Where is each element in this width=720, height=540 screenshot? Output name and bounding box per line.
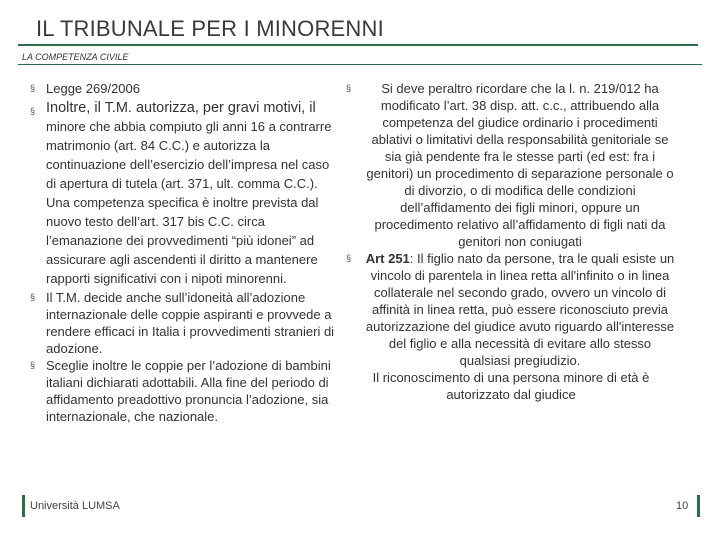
bullet-icon: §	[346, 253, 352, 263]
title-divider	[18, 44, 698, 46]
list-item-text: Il T.M. decide anche sull’idoneità all’adozione internazionale delle coppie aspiranti e provvede a rendere efficaci in Italia i provvedimenti stranieri di adozione.	[46, 290, 335, 356]
list-item-text: Legge 269/2006	[46, 81, 140, 96]
list-item	[30, 357, 335, 425]
subtitle-divider	[18, 64, 702, 65]
bullet-icon: §	[30, 360, 36, 370]
list-item-text: Si deve peraltro ricordare che la l. n. 219/012 ha modificato l’art. 38 disp. att. c.c., attribuendo alla competenza del giudice ordinario i procedimenti ablativi o limitativi della responsabilità genitoriale se sia già pendente fra le stesse parti (ed est: fra i genitori) un procedimento di separazione personale o di divorzio, o di modifica delle condizioni dell’affidamento dei figli minori, oppure un procedimento relativo all’affidamento di figli nati da genitori non coniugati	[366, 81, 674, 249]
list-item-text: minore che abbia compiuto gli anni 16 a contrarre matrimonio (art. 84 C.C.) e autorizza la continuazione dell’esercizio dell’impresa nel caso di apertura di tutela (art. 371, ult. comma C.C.). Una competenza specifica è inoltre prevista dal nuovo testo dell’art. 317 bis C.C. circa l’emanazione dei provvedimenti “più idonei” ad assicurare agli ascendenti il diritto a mantenere rapporti significativi con i nipoti minorenni.	[46, 119, 332, 286]
left-column	[30, 80, 335, 425]
right-column	[346, 80, 676, 403]
page-number: 10	[676, 500, 689, 512]
right-bullet-list	[346, 80, 676, 369]
bullet-icon: §	[30, 106, 36, 116]
footer-right-bar	[697, 495, 700, 517]
bullet-icon: §	[30, 292, 36, 302]
footer-left-bar	[22, 495, 25, 517]
slide-title: IL TRIBUNALE PER I MINORENNI	[36, 16, 384, 41]
list-item	[30, 80, 335, 97]
slide-subtitle: LA COMPETENZA CIVILE	[22, 52, 129, 62]
list-item-text: Sceglie inoltre le coppie per l’adozione di bambini italiani dichiarati adottabili. Alla fine del periodo di affidamento preadottivo pronuncia l’adozione, sia internazionale, che nazionale.	[46, 358, 331, 424]
list-item-lead: Inoltre, il T.M. autorizza, per gravi motivi, il	[46, 100, 316, 116]
left-bullet-list	[30, 80, 335, 425]
bullet-icon: §	[346, 83, 352, 93]
article-text: : Il figlio nato da persone, tra le quali esiste un vincolo di parentela in linea retta all'infinito o in linea collaterale nel secondo grado, ovvero un vincolo di affinità in linea retta, può essere riconosciuto previa autorizzazione del giudice avuto riguardo all'interesse del figlio e alla necessità di evitare allo stesso qualsiasi pregiudizio.	[365, 251, 675, 368]
list-item	[346, 80, 676, 250]
footer-university: Università LUMSA	[30, 500, 120, 512]
list-item	[30, 99, 335, 289]
closing-paragraph: Il riconoscimento di una persona minore di età è autorizzato dal giudice	[372, 370, 650, 402]
bullet-icon: §	[30, 83, 36, 93]
article-label: Art 251	[365, 251, 410, 266]
list-item	[346, 250, 676, 369]
list-item-text	[364, 250, 676, 369]
list-item	[30, 289, 335, 357]
